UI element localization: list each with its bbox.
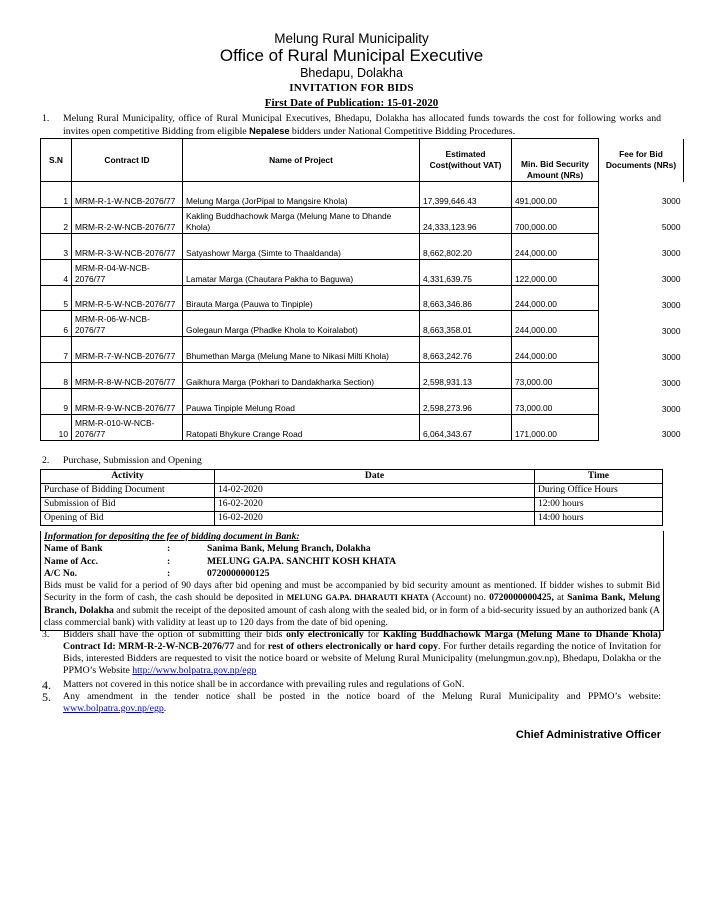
cell-contract-id: MRM-R-04-W-NCB-2076/77 <box>72 259 183 285</box>
cell-estimated-cost: 8,663,358.01 <box>420 311 512 337</box>
section-5-text <box>63 691 661 715</box>
cell-date: 14-02-2020 <box>215 483 535 497</box>
cell-estimated-cost: 8,663,346.86 <box>420 285 512 311</box>
cell-contract-id: MRM-R-06-W-NCB-2076/77 <box>72 311 183 337</box>
section-2-title: Purchase, Submission and Opening <box>63 455 202 466</box>
bank-detail-value: MELUNG GA.PA. SANCHIT KOSH KHATA <box>207 555 397 567</box>
cell-project-name: Satyashowr Marga (Simte to Thaaldanda) <box>183 233 420 259</box>
cell-bid-fee: 3000 <box>599 285 684 311</box>
cell-sn: 7 <box>41 337 72 363</box>
projects-header-row <box>41 139 684 182</box>
s3-text-c: for <box>363 629 383 640</box>
project-row <box>41 389 684 415</box>
cell-estimated-cost: 2,598,931.13 <box>420 363 512 389</box>
header-estimated-cost: Estimated Cost(without VAT) <box>420 139 512 182</box>
cell-sn: 6 <box>41 311 72 337</box>
s3-contract: Kakling Buddhachowk Marga (Melung Mane to Dhande Khola) Contract Id: MRM-R-2-W-NCB-2076/77 <box>63 629 661 652</box>
project-row <box>41 285 684 311</box>
bank-detail-colon: : <box>167 555 171 567</box>
header-bid-security: Min. Bid Security Amount (NRs) <box>512 139 599 182</box>
header-contract-id: Contract ID <box>72 139 183 182</box>
cell-estimated-cost: 8,663,242.76 <box>420 337 512 363</box>
section-3-text <box>63 629 661 677</box>
cell-project-name: Birauta Marga (Pauwa to Tinpiple) <box>183 285 420 311</box>
cell-sn: 3 <box>41 233 72 259</box>
ppmo-link[interactable]: http://www.bolpatra.gov.np/egp <box>132 665 257 676</box>
cell-bid-fee: 3000 <box>599 415 684 441</box>
activities-table <box>40 469 663 526</box>
project-row <box>41 311 684 337</box>
activity-row <box>41 511 663 525</box>
validity-text-g: and submit the receipt of the deposited amount of cash along with the sealed bid, or in form of a bid-security issued by an authorized bank (A class commercial bank) with validity at least up to 120 days from the date of bid opening. <box>44 604 660 629</box>
cell-sn: 2 <box>41 207 72 233</box>
section-1-text <box>63 113 661 138</box>
cell-contract-id: MRM-R-8-W-NCB-2076/77 <box>72 363 183 389</box>
project-row <box>41 233 684 259</box>
validity-bank-name: Sanima Bank, Melung Branch, Dolakha <box>44 592 661 616</box>
bid-validity-text <box>44 580 660 629</box>
bank-detail-value: 0720000000125 <box>207 567 270 579</box>
cell-bid-fee: 5000 <box>599 207 684 233</box>
cell-bid-security: 122,000.00 <box>512 259 599 285</box>
bank-info-heading: Information for depositing the fee of bidding document in Bank: <box>44 531 300 542</box>
cell-sn: 1 <box>41 182 72 208</box>
bank-detail-label: Name of Acc. <box>44 555 99 567</box>
cell-bid-fee: 3000 <box>599 233 684 259</box>
header-activity: Activity <box>41 470 215 484</box>
project-row <box>41 415 684 441</box>
publication-date: First Date of Publication: 15-01-2020 <box>264 97 439 109</box>
cell-estimated-cost: 2,598,273.96 <box>420 389 512 415</box>
project-row <box>41 363 684 389</box>
cell-contract-id: MRM-R-010-W-NCB-2076/77 <box>72 415 183 441</box>
cell-time: 12:00 hours <box>535 497 663 511</box>
cell-estimated-cost: 6,064,343.67 <box>420 415 512 441</box>
bank-detail-label: Name of Bank <box>44 543 103 555</box>
cell-bid-fee: 3000 <box>599 389 684 415</box>
cell-activity: Purchase of Bidding Document <box>41 483 215 497</box>
validity-text-e: at <box>553 592 568 604</box>
bank-detail-row <box>44 543 660 555</box>
header-sn: S.N <box>41 139 72 182</box>
project-row <box>41 207 684 233</box>
office-title: Office of Rural Municipal Executive <box>219 46 484 65</box>
cell-project-name: Kakling Buddhachowk Marga (Melung Mane to Dhande Khola) <box>183 207 420 233</box>
activity-row <box>41 483 663 497</box>
bank-info-box <box>40 531 664 631</box>
validity-account-name: MELUNG GA.PA. DHARAUTI KHATA <box>286 593 429 603</box>
cell-time: During Office Hours <box>535 483 663 497</box>
intro-nepalese: Nepalese <box>249 126 290 136</box>
cell-contract-id: MRM-R-7-W-NCB-2076/77 <box>72 337 183 363</box>
cell-sn: 4 <box>41 259 72 285</box>
cell-bid-security: 700,000.00 <box>512 207 599 233</box>
cell-contract-id: MRM-R-3-W-NCB-2076/77 <box>72 233 183 259</box>
cell-bid-security: 244,000.00 <box>512 337 599 363</box>
cell-estimated-cost: 24,333,123.96 <box>420 207 512 233</box>
s3-text-a: Bidders shall have the option of submitting their bids <box>63 629 287 640</box>
office-address: Bhedapu, Dolakha <box>300 66 403 80</box>
cell-bid-security: 73,000.00 <box>512 389 599 415</box>
project-row <box>41 182 684 208</box>
cell-date: 16-02-2020 <box>215 511 535 525</box>
cell-bid-security: 244,000.00 <box>512 233 599 259</box>
section-3-number: 3. <box>42 629 50 640</box>
bank-detail-row <box>44 568 660 580</box>
intro-text-a: Melung Rural Municipality, office of Rural Municipal Executives, Bhedapu, Dolakha has allocated funds towards the cost for following works and invites open competitive Bidding from eligible <box>63 113 661 137</box>
header-bid-fee: Fee for Bid Documents (NRs) <box>599 139 684 182</box>
cell-bid-fee: 3000 <box>599 259 684 285</box>
cell-project-name: Gaikhura Marga (Pokhari to Dandakharka Section) <box>183 363 420 389</box>
section-1-number: 1. <box>42 113 50 124</box>
cell-bid-security: 244,000.00 <box>512 285 599 311</box>
project-row <box>41 337 684 363</box>
cell-project-name: Ratopati Bhykure Crange Road <box>183 415 420 441</box>
municipality-name: Melung Rural Municipality <box>274 31 429 46</box>
activity-row <box>41 497 663 511</box>
header-date: Date <box>215 470 535 484</box>
cell-time: 14:00 hours <box>535 511 663 525</box>
notice-title: INVITATION FOR BIDS <box>289 82 414 94</box>
cell-sn: 9 <box>41 389 72 415</box>
s3-rest-of-others: rest of others electronically or hard copy <box>267 641 439 652</box>
cell-bid-fee: 3000 <box>599 311 684 337</box>
cell-project-name: Lamatar Marga (Chautara Pakha to Baguwa) <box>183 259 420 285</box>
cell-estimated-cost: 4,331,639.75 <box>420 259 512 285</box>
cell-bid-security: 244,000.00 <box>512 311 599 337</box>
bank-detail-value: Sanima Bank, Melung Branch, Dolakha <box>207 543 371 555</box>
project-row <box>41 259 684 285</box>
validity-account-number: 0720000000425, <box>489 592 554 604</box>
bolpatra-link[interactable]: www.bolpatra.gov.np/egp <box>63 703 164 714</box>
intro-text-b: bidders under National Competitive Bidding Procedures. <box>289 126 516 137</box>
s5-text: Any amendment in the tender notice shall be posted in the notice board of the Melung Rural Municipality and PPMO’s website: <box>63 691 661 702</box>
cell-bid-security: 491,000.00 <box>512 182 599 208</box>
cell-project-name: Melung Marga (JorPipal to Mangsire Khola) <box>183 182 420 208</box>
s3-text-e: and for <box>234 641 268 652</box>
s5-end: . <box>163 703 167 714</box>
section-4-number: 4. <box>42 678 51 692</box>
section-2-number: 2. <box>42 455 50 466</box>
cell-sn: 5 <box>41 285 72 311</box>
cell-bid-security: 171,000.00 <box>512 415 599 441</box>
cell-estimated-cost: 8,662,802.20 <box>420 233 512 259</box>
validity-text-c: (Account) no. <box>428 592 490 604</box>
signature-title: Chief Administrative Officer <box>515 729 661 741</box>
cell-contract-id: MRM-R-1-W-NCB-2076/77 <box>72 182 183 208</box>
s3-text-g: . For further details regarding the notice of Invitation for Bids, interested Bidders are requested to visit the notice board or website of Melung Rural Municipality (melungmun.gov.np), Bhedapu, Dolakha or the PPMO’s Website <box>63 641 661 676</box>
cell-project-name: Golegaun Marga (Phadke Khola to Koiralabot) <box>183 311 420 337</box>
cell-date: 16-02-2020 <box>215 497 535 511</box>
cell-bid-security: 73,000.00 <box>512 363 599 389</box>
cell-contract-id: MRM-R-2-W-NCB-2076/77 <box>72 207 183 233</box>
s3-only-electronically: only electronically <box>286 629 364 640</box>
cell-contract-id: MRM-R-5-W-NCB-2076/77 <box>72 285 183 311</box>
cell-estimated-cost: 17,399,646.43 <box>420 182 512 208</box>
bank-detail-colon: : <box>167 543 171 555</box>
bank-detail-label: A/C No. <box>44 567 78 579</box>
cell-sn: 8 <box>41 363 72 389</box>
section-5-number: 5. <box>42 690 51 704</box>
projects-table <box>40 138 684 441</box>
cell-contract-id: MRM-R-9-W-NCB-2076/77 <box>72 389 183 415</box>
bank-detail-colon: : <box>167 567 171 579</box>
header-time: Time <box>535 470 663 484</box>
cell-sn: 10 <box>41 415 72 441</box>
header-project-name: Name of Project <box>183 139 420 182</box>
cell-bid-fee: 3000 <box>599 363 684 389</box>
cell-project-name: Bhumethan Marga (Melung Mane to Nikasi Milti Khola) <box>183 337 420 363</box>
cell-bid-fee: 3000 <box>599 337 684 363</box>
cell-project-name: Pauwa Tinpiple Melung Road <box>183 389 420 415</box>
validity-text-a: Bids must be valid for a period of 90 days after bid opening and must be accompanied by bid security amount as mentioned. If bidder wishes to submit Bid Security in the form of cash, the cash should be deposited in <box>44 580 660 604</box>
cell-activity: Opening of Bid <box>41 511 215 525</box>
activities-header-row <box>41 470 663 484</box>
cell-bid-fee: 3000 <box>599 182 684 208</box>
section-4-text: Matters not covered in this notice shall be in accordance with prevailing rules and regulations of GoN. <box>63 679 465 690</box>
cell-activity: Submission of Bid <box>41 497 215 511</box>
bank-detail-row <box>44 556 660 568</box>
